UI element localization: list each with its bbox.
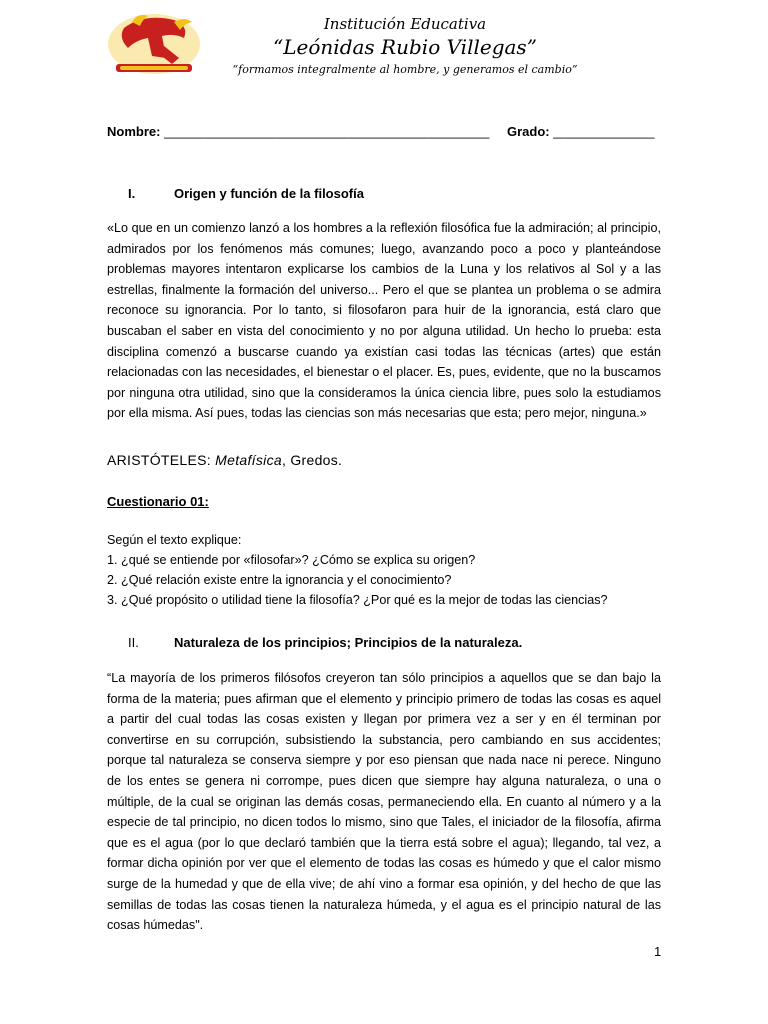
- institution-name: “Leónidas Rubio Villegas”: [273, 35, 537, 59]
- section-1-title: Origen y función de la filosofía: [174, 186, 364, 201]
- school-crest-logo: [104, 8, 204, 78]
- name-label: Nombre:: [107, 124, 165, 139]
- section-1-number: I.: [128, 186, 136, 201]
- section-2-number: II.: [128, 635, 139, 650]
- questionnaire-intro: Según el texto explique:: [107, 533, 242, 547]
- citation-author: ARISTÓTELES:: [107, 452, 216, 468]
- citation-work: Metafísica: [215, 452, 282, 468]
- grade-field: [507, 124, 654, 139]
- section-2-heading: [128, 635, 522, 650]
- section-1-paragraph: «Lo que en un comienzo lanzó a los hombres a la reflexión filosófica fue la admiración; al principio, admirados por los fenómenos más comunes; luego, avanzando poco a poco y planteándose problemas mayores intentaron explicarse los cambios de la Luna y los relativos al Sol y a las estrellas, finalmente la formación del universo... Pero el que se plantea un problema o se admira reconoce su ignorancia. Por lo tanto, si filosofaron para huir de la ignorancia, está claro que buscaban el saber en vista del conocimiento y no por alguna utilidad. Un hecho lo prueba: esta disciplina comenzó a buscarse cuando ya existían casi todas las técnicas (artes) que están relacionadas con las necesidades, el bienestar o el placer. Es, pues, evidente, que no la buscamos por ninguna otra utilidad, sino que la consideramos la única ciencia libre, pues solo la estudiamos por ella misma. Así pues, todas las ciencias son más necesarias que esta; pero mejor, ninguna.»: [107, 221, 661, 421]
- section-1-heading: [128, 186, 364, 201]
- section-2-title: Naturaleza de los principios; Principios de la naturaleza.: [174, 635, 523, 650]
- section-2-paragraph: “La mayoría de los primeros filósofos creyeron tan sólo principios a aquellos que se dan bajo la forma de la materia; pues afirman que el elemento y principio primero de todas las cosas es aquel a partir del cual todas las cosas existen y llegan por primera vez a ser y en él terminan por convertirse en su corrupción, subsistiendo la substancia, pero cambiando en sus accidentes; porque tal naturaleza se conserva siempre y por eso piensan que nada nace ni perece. Ninguno de los entes se genera ni corrompe, pues dicen que siempre hay alguna naturaleza, o una o múltiple, de la cual se originan las demás cosas, permaneciendo ella. En cuanto al número y a la especie de tal principio, no dicen todos lo mismo, sino que Tales, el iniciador de la filosofía, afirma que es el agua (por lo que declaró también que la tierra está sobre el agua); llegando, tal vez, a formar dicha opinión por ver que el elemento de todas las cosas es húmedo y que el calor mismo surge de la humedad y que de ella vive; de ahí vino a formar esa opinión, y del hecho de que las semillas de todas las cosas tienen la naturaleza húmeda, y el agua es el principio natural de las cosas húmedas".: [107, 671, 661, 933]
- questionnaire-title: Cuestionario 01:: [107, 494, 209, 509]
- question-item: 1. ¿qué se entiende por «filosofar»? ¿Cómo se explica su origen?: [107, 553, 476, 567]
- institution-motto: “formamos integralmente al hombre, y generamos el cambio”: [232, 63, 578, 76]
- grade-blank: ______________: [553, 124, 655, 139]
- page-number: 1: [654, 944, 662, 959]
- institution-heading: [210, 14, 600, 78]
- student-info-row: [107, 124, 667, 139]
- questionnaire-list: [107, 530, 608, 610]
- citation-publisher: , Gredos.: [281, 452, 343, 468]
- citation: [107, 452, 342, 468]
- institution-type: Institución Educativa: [323, 15, 487, 33]
- question-item: 2. ¿Qué relación existe entre la ignorancia y el conocimiento?: [107, 573, 452, 587]
- grade-label: Grado:: [507, 124, 554, 139]
- name-blank: _____________________________________________: [164, 124, 490, 139]
- question-item: 3. ¿Qué propósito o utilidad tiene la filosofía? ¿Por qué es la mejor de todas las ciencias?: [107, 593, 608, 607]
